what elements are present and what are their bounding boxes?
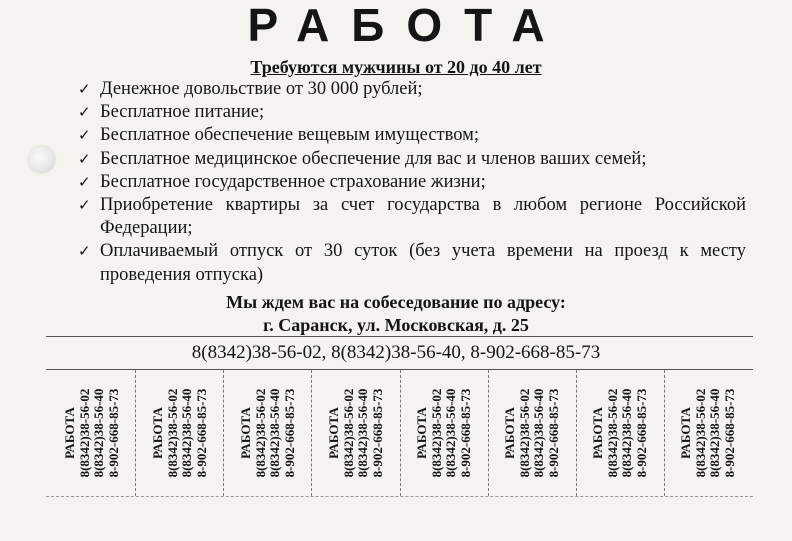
checkmark-icon: ✓: [78, 242, 91, 261]
tab-title: РАБОТА: [61, 407, 77, 459]
tab-phone: 8(8342)38-56-40: [178, 388, 194, 478]
tear-line: [46, 496, 753, 497]
tab-title: РАБОТА: [502, 407, 518, 459]
tab-phone: 8-902-668-85-73: [281, 388, 297, 478]
tab-phone: 8(8342)38-56-02: [76, 388, 92, 478]
tab-title: РАБОТА: [325, 407, 341, 459]
tear-off-tab[interactable]: [577, 370, 665, 496]
tab-title: РАБОТА: [414, 407, 430, 459]
tab-title: РАБОТА: [678, 407, 694, 459]
tab-phone: 8-902-668-85-73: [545, 388, 561, 478]
tear-off-tab[interactable]: [312, 370, 400, 496]
tab-title: РАБОТА: [237, 407, 253, 459]
flyer-subtitle: Требуются мужчины от 20 до 40 лет: [250, 57, 542, 77]
tab-title: РАБОТА: [149, 407, 165, 459]
tab-phone: 8(8342)38-56-02: [604, 388, 620, 478]
benefit-item: ✓ Приобретение квартиры за счет государства в любом регионе Российской Федерации;: [78, 195, 746, 239]
tab-phone: 8(8342)38-56-40: [266, 388, 282, 478]
tab-phone: 8(8342)38-56-40: [619, 388, 635, 478]
phone-numbers: 8(8342)38-56-02, 8(8342)38-56-40, 8-902-668-85-73: [191, 342, 601, 363]
tab-phone: 8(8342)38-56-02: [252, 388, 268, 478]
checkmark-icon: ✓: [78, 126, 91, 145]
tab-phone: 8(8342)38-56-40: [707, 388, 723, 478]
tab-phone: 8(8342)38-56-40: [443, 388, 459, 478]
tear-off-tab[interactable]: [136, 370, 224, 496]
tab-phone: 8(8342)38-56-02: [340, 388, 356, 478]
benefit-item: ✓ Денежное довольствие от 30 000 рублей;: [78, 78, 746, 101]
tear-off-tab[interactable]: [401, 370, 489, 496]
tab-phone: 8(8342)38-56-40: [531, 388, 547, 478]
benefit-item: ✓ Бесплатное обеспечение вещевым имуществом;: [78, 124, 746, 147]
tab-phone: 8(8342)38-56-02: [164, 388, 180, 478]
tear-off-tab[interactable]: [489, 370, 577, 496]
address: г. Саранск, ул. Московская, д. 25: [263, 315, 529, 335]
divider: [46, 336, 753, 337]
tab-phone: 8(8342)38-56-02: [692, 388, 708, 478]
tab-phone: 8(8342)38-56-02: [428, 388, 444, 478]
tab-phone: 8-902-668-85-73: [457, 388, 473, 478]
tab-phone: 8(8342)38-56-40: [90, 388, 106, 478]
tab-phone: 8-902-668-85-73: [721, 388, 737, 478]
checkmark-icon: ✓: [78, 172, 91, 191]
tab-phone: 8-902-668-85-73: [105, 388, 121, 478]
tab-phone: 8-902-668-85-73: [633, 388, 649, 478]
checkmark-icon: ✓: [78, 103, 91, 122]
flyer-title: РАБОТА: [247, 0, 567, 51]
tear-off-tabs: [48, 370, 752, 496]
tear-off-tab[interactable]: [48, 370, 136, 496]
benefit-item: ✓ Бесплатное медицинское обеспечение для вас и членов ваших семей;: [78, 148, 746, 171]
tab-phone: 8(8342)38-56-40: [354, 388, 370, 478]
benefit-item: ✓ Оплачиваемый отпуск от 30 суток (без учета времени на проезд к месту проведения отпуска): [78, 241, 746, 285]
tab-title: РАБОТА: [590, 407, 606, 459]
checkmark-icon: ✓: [78, 80, 91, 98]
tab-phone: 8-902-668-85-73: [193, 388, 209, 478]
benefit-item: ✓ Бесплатное государственное страхование жизни;: [78, 171, 746, 194]
checkmark-icon: ✓: [78, 149, 91, 168]
checkmark-icon: ✓: [78, 196, 91, 215]
interview-invite: Мы ждем вас на собеседование по адресу:: [226, 292, 566, 312]
tab-phone: 8-902-668-85-73: [369, 388, 385, 478]
benefits-list: [78, 78, 746, 287]
tab-phone: 8(8342)38-56-02: [516, 388, 532, 478]
punch-hole: [28, 146, 55, 173]
benefit-item: ✓ Бесплатное питание;: [78, 101, 746, 124]
tear-off-tab[interactable]: [224, 370, 312, 496]
tear-off-tab[interactable]: [665, 370, 752, 496]
